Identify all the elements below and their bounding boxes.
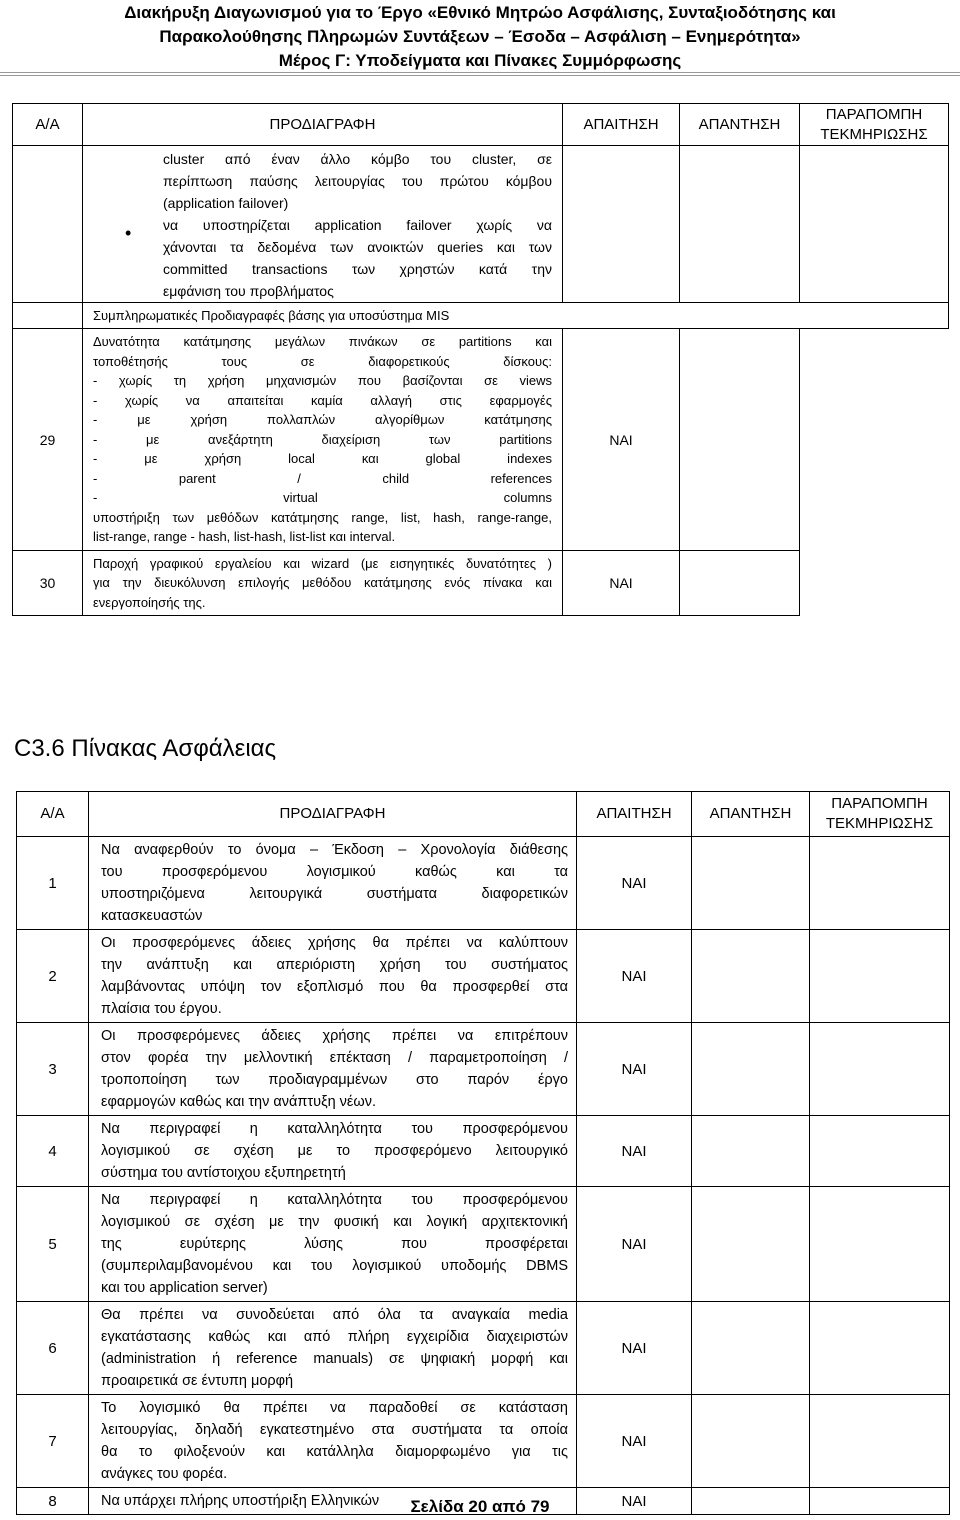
row-number: 8 xyxy=(17,1488,89,1515)
table-row xyxy=(17,1023,950,1116)
text-line: εφαρμογών καθώς και την ανάπτυξη νέων. xyxy=(101,1094,376,1110)
row-requirement: ΝΑΙ xyxy=(577,1023,692,1116)
bullet-item xyxy=(83,214,562,302)
row-spec-text xyxy=(89,1023,577,1116)
header-rule-secondary xyxy=(0,75,960,76)
header-line-3: Μέρος Γ: Υποδείγματα και Πίνακες Συμμόρφωσης xyxy=(278,51,682,70)
row-spec-text xyxy=(89,1395,577,1488)
table-row xyxy=(17,837,950,930)
row-answer xyxy=(692,1187,810,1302)
row-reference xyxy=(810,1302,950,1395)
row-requirement: ΝΑΙ xyxy=(577,1187,692,1302)
text-line: λειτουργίας, δηλαδή εγκατεστημένο στα συστήματα τα οποία xyxy=(101,1422,568,1438)
row-answer xyxy=(692,1395,810,1488)
table-header-row xyxy=(17,792,950,837)
continuation-spec-cell xyxy=(83,146,563,303)
col-header-req: ΑΠΑΙΤΗΣΗ xyxy=(563,104,680,146)
text-line: - με χρήση local και global indexes xyxy=(93,451,552,467)
row-spec-text xyxy=(89,1187,577,1302)
text-line: για την διευκόλυνση επιλογής μεθόδου κατάτμησης ενός πίνακα και xyxy=(93,575,552,591)
text-line: προαιρετικά σε έντυπη μορφή xyxy=(101,1373,294,1389)
col-header-ref-line1: ΠΑΡΑΠΟΜΠΗ xyxy=(825,105,923,123)
text-line: - χωρίς τη χρήση μηχανισμών που βασίζονται σε views xyxy=(93,373,552,389)
text-line: - χωρίς να απαιτείται καμία αλλαγή στις εφαρμογές xyxy=(93,392,552,408)
row-spec-text xyxy=(83,329,563,551)
text-line: (administration ή reference manuals) σε ψηφιακή μορφή και xyxy=(101,1351,568,1367)
text-line: χάνονται τα δεδομένα των ανοικτών queries και των xyxy=(163,239,552,255)
row-requirement: ΝΑΙ xyxy=(563,551,680,616)
security-table-body xyxy=(17,837,950,1515)
row-requirement: ΝΑΙ xyxy=(577,1488,692,1515)
section-title: C3.6 Πίνακας Ασφάλειας xyxy=(14,735,277,762)
row-requirement: ΝΑΙ xyxy=(577,1116,692,1187)
text-line: λογισμικού σε σχέση με την φυσική και λογική αρχιτεκτονική xyxy=(101,1214,568,1230)
text-line: - virtual columns xyxy=(93,490,552,506)
col-header-ref-line2: ΤΕΚΜΗΡΙΩΣΗΣ xyxy=(825,815,934,832)
text-line: σύστημα του αντίστοιχου εξυπηρετητή xyxy=(101,1165,346,1181)
row-spec-text xyxy=(83,551,563,616)
text-line: κατασκευαστών xyxy=(101,908,203,924)
text-line: περίπτωση παύσης λειτουργίας του πρώτου κόμβου xyxy=(163,173,552,189)
text-line: τροποποίηση των προδιαγραμμένων στο παρόν έργο xyxy=(101,1072,568,1088)
subheading-num-cell xyxy=(13,303,83,329)
text-line: θα το φιλοξενούν και κατάλληλα διαμορφωμένο για τις xyxy=(101,1444,568,1460)
col-header-aa: Α/Α xyxy=(13,104,83,146)
header-rule xyxy=(0,72,960,73)
row-number: 4 xyxy=(17,1116,89,1187)
text-line: Να υπάρχει πλήρης υποστήριξη Ελληνικών xyxy=(101,1493,380,1509)
text-line: πλαίσια του έργου. xyxy=(101,1001,222,1017)
subheading-row xyxy=(13,303,949,329)
security-table xyxy=(16,791,950,1515)
text-line: (application failover) xyxy=(163,195,289,211)
row-requirement: ΝΑΙ xyxy=(577,1302,692,1395)
table-row-continuation xyxy=(13,146,949,303)
text-line: - με ανεξάρτητη διαχείριση των partitions xyxy=(93,431,552,447)
text-line: να υποστηρίζεται application failover χωρίς να xyxy=(163,217,552,233)
table-row xyxy=(17,930,950,1023)
table-row xyxy=(13,551,949,616)
text-line: Θα πρέπει να συνοδεύεται από όλα τα αναγκαία media xyxy=(101,1307,568,1323)
text-line: list-range, range - hash, list-hash, list-list και interval. xyxy=(93,529,396,545)
table-row xyxy=(17,1302,950,1395)
text-line: υποστήριξη των μεθόδων κατάτμησης range, list, hash, range-range, xyxy=(93,509,552,525)
table-row xyxy=(17,1187,950,1302)
row-requirement: ΝΑΙ xyxy=(577,1395,692,1488)
table-row xyxy=(17,1395,950,1488)
text-line: Οι προσφερόμενες άδειες χρήσης πρέπει να επιτρέπουν xyxy=(101,1028,568,1044)
continuation-text xyxy=(83,148,562,214)
row-answer xyxy=(680,551,800,616)
col-header-ref-line2: ΤΕΚΜΗΡΙΩΣΗΣ xyxy=(820,125,928,143)
text-line: Να περιγραφεί η καταλληλότητα του προσφερόμενου xyxy=(101,1121,568,1137)
text-line: Οι προσφερόμενες άδειες χρήσης θα πρέπει να καλύπτουν xyxy=(101,935,568,951)
text-line: (συμπεριλαμβανομένου και του λογισμικού υποδομής DBMS xyxy=(101,1258,568,1274)
col-header-spec: ΠΡΟΔΙΑΓΡΑΦΗ xyxy=(83,104,563,146)
row-spec-text xyxy=(89,1116,577,1187)
row-reference xyxy=(810,1023,950,1116)
table-row xyxy=(17,1116,950,1187)
text-line: Το λογισμικό θα πρέπει να παραδοθεί σε κατάσταση xyxy=(101,1400,568,1416)
row-answer xyxy=(692,1023,810,1116)
row-requirement: ΝΑΙ xyxy=(577,837,692,930)
col-header-ans: ΑΠΑΝΤΗΣΗ xyxy=(692,792,810,837)
text-line: Να περιγραφεί η καταλληλότητα του προσφερόμενου xyxy=(101,1192,568,1208)
table-header-row xyxy=(13,104,949,146)
text-line: και του application server) xyxy=(101,1280,268,1296)
col-header-ref xyxy=(800,104,949,146)
row-answer xyxy=(692,837,810,930)
spec-table-continued xyxy=(12,103,949,616)
row-number: 29 xyxy=(13,329,83,551)
row-reference xyxy=(810,837,950,930)
table-row xyxy=(13,329,949,551)
col-header-ref-line1: ΠΑΡΑΠΟΜΠΗ xyxy=(831,795,928,812)
row-number: 1 xyxy=(17,837,89,930)
row-reference xyxy=(800,551,949,616)
bullet-text xyxy=(163,214,552,302)
text-line: - με χρήση πολλαπλών αλγορίθμων κατάτμησης xyxy=(93,412,552,428)
text-line: της ευρύτερης λύσης που προσφέρεται xyxy=(101,1236,568,1252)
row-requirement: ΝΑΙ xyxy=(577,930,692,1023)
text-line: λογισμικού σε σχέση με το προσφερόμενο λειτουργικό xyxy=(101,1143,568,1159)
text-line: του προσφερόμενου λογισμικού καθώς και τα xyxy=(101,864,568,880)
row-answer xyxy=(692,930,810,1023)
row-answer xyxy=(692,1116,810,1187)
row-reference xyxy=(810,1187,950,1302)
row-number: 30 xyxy=(13,551,83,616)
row-num-cell xyxy=(13,146,83,303)
row-reference xyxy=(810,1395,950,1488)
row-answer xyxy=(680,329,800,551)
row-answer xyxy=(692,1302,810,1395)
header-line-2: Παρακολούθησης Πληρωμών Συντάξεων – Έσοδα – Ασφάλιση – Ενημερότητα» xyxy=(159,27,801,46)
text-line: - parent / child references xyxy=(93,470,552,486)
col-header-req: ΑΠΑΙΤΗΣΗ xyxy=(577,792,692,837)
col-header-ref xyxy=(810,792,950,837)
row-number: 7 xyxy=(17,1395,89,1488)
bullet-icon: • xyxy=(125,223,132,243)
text-line: εμφάνιση του προβλήματος xyxy=(163,283,334,299)
row-number: 2 xyxy=(17,930,89,1023)
text-line: cluster από έναν άλλο κόμβο του cluster, σε xyxy=(163,151,552,167)
row-spec-text xyxy=(89,837,577,930)
row-number: 6 xyxy=(17,1302,89,1395)
row-reference xyxy=(810,930,950,1023)
page-footer: Σελίδα 20 από 79 xyxy=(410,1497,550,1516)
col-header-ans: ΑΠΑΝΤΗΣΗ xyxy=(680,104,800,146)
text-line: ενεργοποίησής της. xyxy=(93,594,206,610)
col-header-aa: Α/Α xyxy=(17,792,89,837)
row-requirement: ΝΑΙ xyxy=(563,329,680,551)
text-line: Παροχή γραφικού εργαλείου και wizard (με εισηγητικές δυνατότητες ) xyxy=(93,555,552,571)
text-line: τοποθέτησής τους σε διαφορετικούς δίσκους: xyxy=(93,353,552,369)
col-header-spec: ΠΡΟΔΙΑΓΡΑΦΗ xyxy=(89,792,577,837)
ref-cell xyxy=(800,146,949,303)
subheading-cell: Συμπληρωματικές Προδιαγραφές βάσης για υποσύστημα MIS xyxy=(83,303,949,329)
text-line: στον φορέα την μελλοντική επέκταση / παραμετροποίηση / xyxy=(101,1050,568,1066)
row-reference xyxy=(800,329,949,551)
text-line: εγκατάστασης καθώς και από πλήρη εγχειρίδια διαχειριστών xyxy=(101,1329,568,1345)
row-reference xyxy=(810,1116,950,1187)
text-line: committed transactions των χρηστών κατά την xyxy=(163,261,552,277)
text-line: την ανάπτυξη και απεριόριστη χρήση του συστήματος xyxy=(101,957,568,973)
ans-cell xyxy=(680,146,800,303)
text-line: ανάγκες του φορέα. xyxy=(101,1466,228,1482)
text-line: υποστηριζόμενα λειτουργικά συστήματα διαφορετικών xyxy=(101,886,568,902)
row-spec-text xyxy=(89,1302,577,1395)
text-line: Δυνατότητα κατάτμησης μεγάλων πινάκων σε partitions και xyxy=(93,334,552,350)
document-header xyxy=(0,0,960,73)
header-line-1: Διακήρυξη Διαγωνισμού για το Έργο «Εθνικό Μητρώο Ασφάλισης, Συνταξιοδότησης και xyxy=(124,3,836,22)
req-cell xyxy=(563,146,680,303)
row-number: 3 xyxy=(17,1023,89,1116)
text-line: λαμβάνοντας υπόψη τον εξοπλισμό που θα προσφερθεί στα xyxy=(101,979,568,995)
text-line: Να αναφερθούν το όνομα – Έκδοση – Χρονολογία διάθεσης xyxy=(101,842,568,858)
row-spec-text xyxy=(89,930,577,1023)
row-number: 5 xyxy=(17,1187,89,1302)
